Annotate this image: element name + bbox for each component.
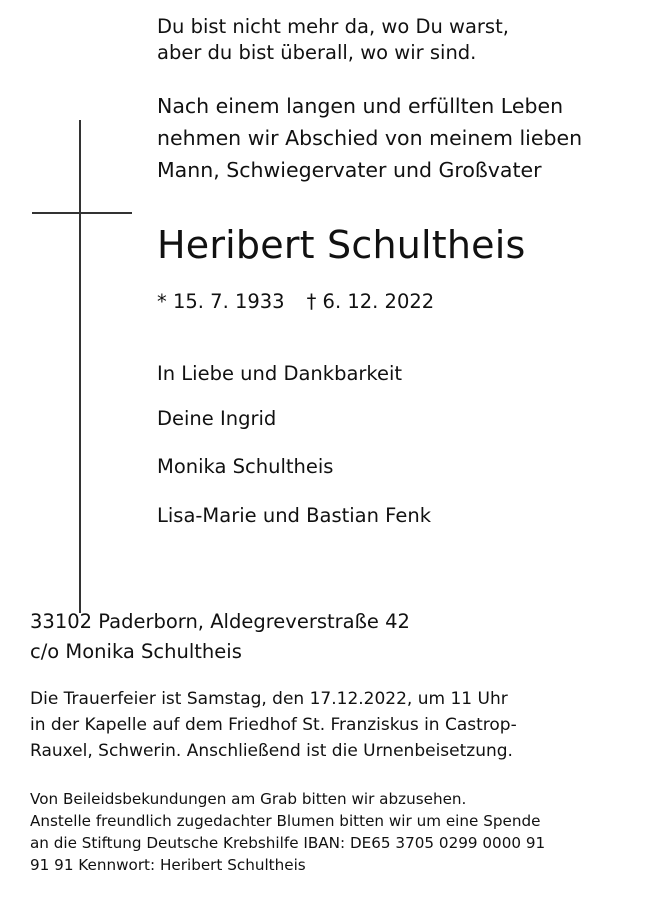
mourner-line: In Liebe und Dankbarkeit (157, 362, 403, 385)
death-date: † 6. 12. 2022 (306, 290, 435, 313)
family-address (30, 607, 410, 667)
intro-line: Mann, Schwiegervater und Großvater (157, 158, 542, 182)
funeral-line: in der Kapelle auf dem Friedhof St. Franziskus in Castrop- (30, 715, 517, 735)
life-dates (157, 287, 434, 317)
funeral-line: Die Trauerfeier ist Samstag, den 17.12.2022, um 11 Uhr (30, 689, 508, 709)
funeral-line: Rauxel, Schwerin. Anschließend ist die Urnenbeisetzung. (30, 741, 513, 761)
motto-line: Du bist nicht mehr da, wo Du warst, (157, 15, 509, 38)
deceased-name: Heribert Schultheis (157, 223, 526, 267)
birth-date: * 15. 7. 1933 (157, 290, 285, 313)
address-line: c/o Monika Schultheis (30, 640, 242, 663)
address-line: 33102 Paderborn, Aldegreverstraße 42 (30, 610, 410, 633)
notes-line: Anstelle freundlich zugedachter Blumen bitten wir um eine Spende (30, 812, 541, 830)
notes-line: Von Beileidsbekundungen am Grab bitten wir abzusehen. (30, 790, 467, 808)
notes-line: 91 91 Kennwort: Heribert Schultheis (30, 856, 306, 874)
intro-line: Nach einem langen und erfüllten Leben (157, 94, 564, 118)
motto-poem (157, 14, 509, 66)
funeral-info (30, 686, 517, 764)
mourner-line: Deine Ingrid (157, 407, 277, 430)
cross-icon-horizontal-bar (32, 212, 132, 214)
donation-notes (30, 788, 545, 876)
mourner-line: Monika Schultheis (157, 455, 334, 478)
cross-icon-vertical-bar (79, 120, 81, 613)
intro-line: nehmen wir Abschied von meinem lieben (157, 126, 583, 150)
motto-line: aber du bist überall, wo wir sind. (157, 41, 477, 64)
notes-line: an die Stiftung Deutsche Krebshilfe IBAN: DE65 3705 0299 0000 91 (30, 834, 546, 852)
intro-text (157, 90, 582, 186)
mourner-line: Lisa-Marie und Bastian Fenk (157, 504, 431, 527)
